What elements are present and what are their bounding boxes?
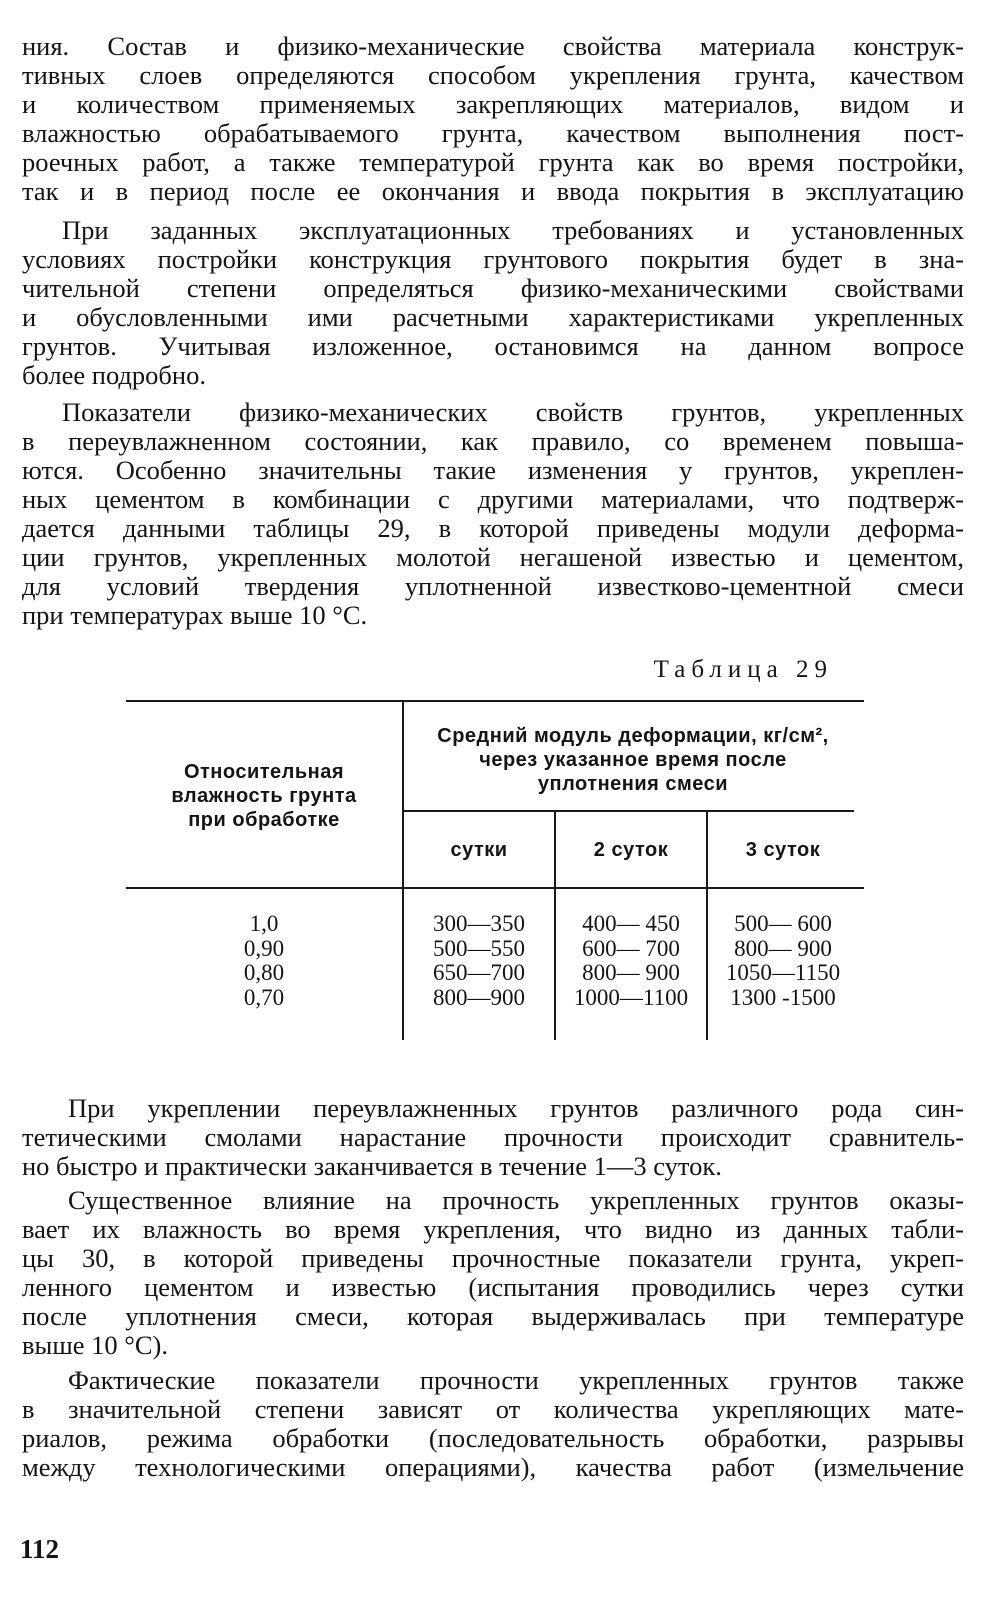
- table-cell: 500— 600: [734, 911, 832, 936]
- table-cell: 0,80: [243, 960, 285, 985]
- paragraph-2: [22, 216, 964, 390]
- row-header-line: при обработке: [188, 809, 340, 831]
- header-bottom-rule: [126, 887, 864, 889]
- table-top-rule: [126, 700, 864, 702]
- day1-column: [404, 912, 554, 1010]
- group-header: [402, 724, 864, 796]
- row-header: [126, 760, 402, 832]
- text-line: дается данными таблицы 29, в которой приведены модули деформа-: [22, 513, 964, 543]
- day2-column: [556, 912, 706, 1010]
- text-line: ния. Состав и физико-механические свойства материала конструк-: [22, 31, 964, 61]
- table-cell: 650—700: [433, 960, 525, 985]
- table-cell: 0,90: [243, 935, 285, 961]
- table-cell: 1300 -1500: [730, 984, 836, 1010]
- text-line: между технологическими операциями), качества работ (измельчение: [22, 1452, 964, 1482]
- table-cell: 600— 700: [582, 935, 680, 961]
- text-line: выше 10 °С).: [22, 1330, 168, 1360]
- table-cell: 1050—1150: [725, 960, 841, 985]
- table-cell: 500—550: [433, 935, 525, 961]
- group-header-line: Средний модуль деформации, кг/см²,: [437, 725, 829, 747]
- text-line: и количеством применяемых закрепляющих материалов, видом и: [22, 89, 964, 119]
- text-line: так и в период после ее окончания и ввода покрытия в эксплуатацию: [22, 176, 964, 206]
- text-line: в значительной степени зависят от количества укрепляющих мате-: [22, 1394, 964, 1424]
- text-line: риалов, режима обработки (последовательность обработки, разрывы: [22, 1423, 964, 1453]
- text-line: тивных слоев определяются способом укрепления грунта, качеством: [22, 60, 964, 90]
- humidity-column: [126, 912, 402, 1010]
- text-line: для условий твердения уплотненной известково-цементной смеси: [22, 571, 964, 601]
- text-line: Показатели физико-механических свойств грунтов, укрепленных: [62, 397, 964, 427]
- table-cell: 0,70: [243, 984, 285, 1010]
- row-header-line: влажность грунта: [171, 785, 357, 807]
- table-cell: 800—900: [433, 984, 525, 1010]
- text-line: цы 30, в которой приведены прочностные показатели грунта, укреп-: [22, 1243, 964, 1273]
- text-line: вает их влажность во время укрепления, что видно из данных табли-: [22, 1214, 964, 1244]
- table-caption: Таблица 29: [653, 656, 833, 683]
- column-header-day1: сутки: [450, 839, 508, 861]
- text-line: при температурах выше 10 °С.: [22, 600, 368, 630]
- group-header-line: уплотнения смеси: [537, 773, 729, 795]
- text-line: грунтов. Учитывая изложенное, остановимся на данном вопросе: [22, 331, 964, 361]
- text-line: Существенное влияние на прочность укрепленных грунтов оказы-: [68, 1185, 964, 1215]
- table-cell: 1000—1100: [573, 984, 689, 1010]
- paragraph-1: [22, 32, 964, 206]
- day3-column: [708, 912, 858, 1010]
- text-line: ленного цементом и известью (испытания проводились через сутки: [22, 1272, 964, 1302]
- table-cell: 1,0: [249, 911, 279, 936]
- paragraph-3: [22, 398, 964, 630]
- paragraph-4: [22, 1094, 964, 1181]
- text-line: ции грунтов, укрепленных молотой негашеной известью и цементом,: [22, 542, 964, 572]
- paragraph-6: [22, 1366, 964, 1482]
- table-cell: 800— 900: [734, 935, 832, 961]
- text-line: тетическими смолами нарастание прочности происходит сравнитель-: [22, 1122, 964, 1152]
- text-line: чительной степени определяться физико-механическими свойствами: [22, 273, 964, 303]
- page-number: 112: [20, 1534, 60, 1564]
- text-line: после уплотнения смеси, которая выдерживалась при температуре: [22, 1301, 964, 1331]
- text-line: При укреплении переувлажненных грунтов различного рода син-: [68, 1093, 964, 1123]
- column-header-day2: 2 суток: [593, 839, 669, 861]
- group-header-rule: [402, 810, 854, 812]
- table-cell: 300—350: [433, 911, 525, 936]
- text-line: условиях постройки конструкция грунтового покрытия будет в зна-: [22, 244, 964, 274]
- table-29: [126, 700, 864, 1040]
- table-cell: 800— 900: [582, 960, 680, 985]
- group-header-line: через указанное время после: [479, 749, 787, 771]
- row-header-line: Относительная: [183, 761, 345, 783]
- text-line: При заданных эксплуатационных требованиях и установленных: [62, 215, 964, 245]
- text-line: ются. Особенно значительны такие изменения у грунтов, укреплен-: [22, 455, 964, 485]
- paragraph-5: [22, 1186, 964, 1360]
- text-line: влажностью обрабатываемого грунта, качеством выполнения пост-: [22, 118, 964, 148]
- text-line: и обусловленными ими расчетными характеристиками укрепленных: [22, 302, 964, 332]
- table-cell: 400— 450: [582, 911, 680, 936]
- text-line: более подробно.: [22, 360, 206, 390]
- text-line: но быстро и практически заканчивается в течение 1—3 суток.: [22, 1151, 722, 1181]
- text-line: ных цементом в комбинации с другими материалами, что подтверж-: [22, 484, 964, 514]
- text-line: роечных работ, а также температурой грунта как во время постройки,: [22, 147, 964, 177]
- text-line: в переувлажненном состоянии, как правило, со временем повыша-: [22, 426, 964, 456]
- column-header-day3: 3 суток: [745, 839, 821, 861]
- text-line: Фактические показатели прочности укрепленных грунтов также: [68, 1365, 964, 1395]
